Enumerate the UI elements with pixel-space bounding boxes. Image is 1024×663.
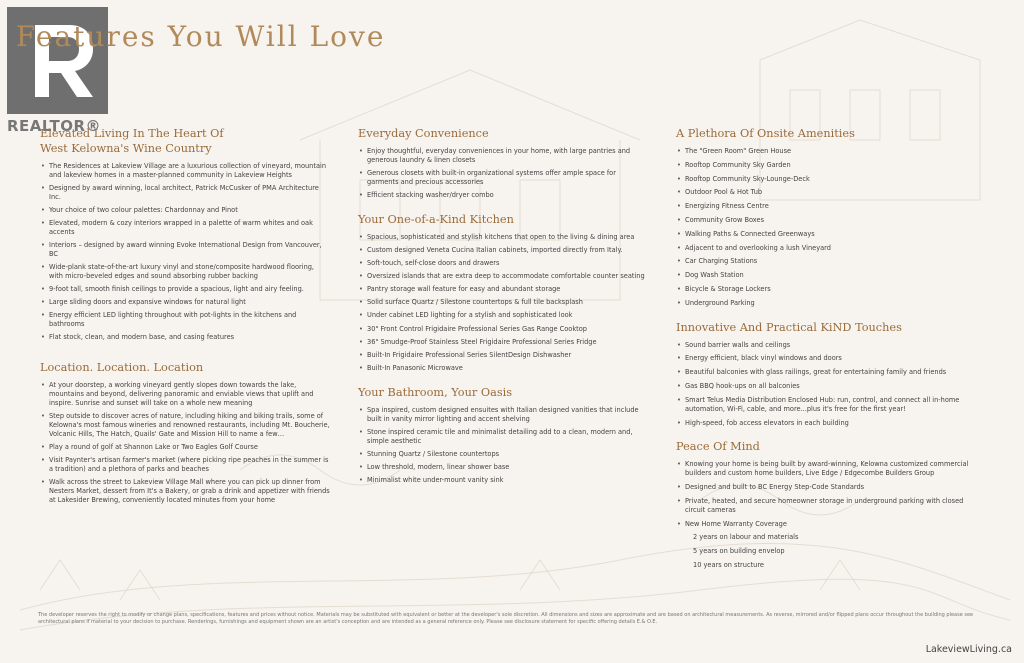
list-item: • Bicycle & Storage Lockers [685,285,976,294]
feature-list [358,147,648,200]
list-item: • The Residences at Lakeview Village are a luxurious collection of vineyard, mountain and lakeview homes in a master-planned community in Lakeview Heights [49,162,330,180]
warranty-item: 2 years on labour and materials [693,533,799,542]
list-item: • Smart Telus Media Distribution Enclosed Hub: run, control, and connect all in-home automation, Wi-Fi, cable, and more...plus it's free for the first year! [685,396,976,414]
list-item: • Visit Paynter's artisan farmer's market (where picking ripe peaches in the summer is a tradition) and a plethora of parks and beaches [49,456,330,474]
section-kind-touches [676,320,976,428]
warranty-item: 5 years on building envelop [693,547,785,556]
list-item: • Spacious, sophisticated and stylish kitchens that open to the living & dining area [367,233,648,242]
section-heading: Your Bathroom, Your Oasis [358,385,513,399]
list-item: • Walk across the street to Lakeview Village Mall where you can pick up dinner from Nesters Market, dessert from It's a Bakery, or grab a drink and appetizer with friends at Lakesider Brewing, conveniently located minutes from your home [49,478,330,505]
list-item: • Dog Wash Station [685,271,976,280]
list-item: • 9-foot tall, smooth finish ceilings to provide a spacious, light and airy feeling. [49,285,330,294]
page-title: Features You Will Love [16,20,386,53]
list-item: • Step outside to discover acres of nature, including hiking and biking trails, some of Kelowna's most famous wineries and renowned restaurants, including Mt. Boucherie, Volcanic Hills, The Hatch, Quails' Gate and Mission Hill to name a few… [49,412,330,439]
list-item: • Designed and built to BC Energy Step-Code Standards [685,483,976,492]
list-item: • Play a round of golf at Shannon Lake or Two Eagles Golf Course [49,443,330,452]
list-item: • Adjacent to and overlooking a lush Vineyard [685,244,976,253]
section-heading [40,126,330,156]
list-item: • Car Charging Stations [685,257,976,266]
list-item: • Oversized islands that are extra deep to accommodate comfortable counter seating [367,272,648,281]
list-item: • Flat stock, clean, and modern base, and casing features [49,333,330,342]
warranty-item: 10 years on structure [693,561,764,570]
list-item: • Efficient stacking washer/dryer combo [367,191,648,200]
section-peace-of-mind [676,439,976,570]
list-item: • Rooftop Community Sky-Lounge-Deck [685,175,976,184]
list-item: • The "Green Room" Green House [685,147,976,156]
list-item: • Knowing your home is being built by award-winning, Kelowna customized commercial builders and custom home builders, Live Edge / Edgecombe Builders Group [685,460,976,478]
list-item: • 30" Front Control Frigidaire Professional Series Gas Range Cooktop [367,325,648,334]
list-item: • Energy efficient, black vinyl windows and doors [685,354,976,363]
list-item: • Elevated, modern & cozy interiors wrapped in a palette of warm whites and oak accents [49,219,330,237]
feature-list [358,406,648,485]
list-item: • Energy efficient LED lighting throughout with pot-lights in the kitchens and bathrooms [49,311,330,329]
section-heading-line-1: Elevated Living In The Heart Of [40,127,224,140]
realtor-wordmark: REALTOR® [7,117,102,135]
list-item: • Enjoy thoughtful, everyday conveniences in your home, with large pantries and generous laundry & linen closets [367,147,648,165]
section-everyday-convenience [358,126,648,200]
list-item: • Custom designed Veneta Cucina Italian cabinets, imported directly from Italy. [367,246,648,255]
list-item: • Your choice of two colour palettes: Chardonnay and Pinot [49,206,330,215]
list-item: • Built-In Panasonic Microwave [367,364,648,373]
list-item: • Private, heated, and secure homeowner storage in underground parking with closed circuit cameras [685,497,976,515]
list-item: • Spa inspired, custom designed ensuites with Italian designed vanities that include built in vanity mirror lighting and accent shelving [367,406,648,424]
list-item: • Stone inspired ceramic tile and minimalist detailing add to a clean, modern and, simple aesthetic [367,428,648,446]
section-heading: Your One-of-a-Kind Kitchen [358,212,514,226]
list-item: • Rooftop Community Sky Garden [685,161,976,170]
list-item: • Stunning Quartz / Silestone countertops [367,450,648,459]
section-heading: Innovative And Practical KiND Touches [676,320,902,334]
list-item: • Interiors – designed by award winning Evoke International Design from Vancouver, BC [49,241,330,259]
legal-disclaimer: The developer reserves the right to modify or change plans, specifications, features and prices without notice. Materials may be substituted with equivalent or better at the developer's sole discretion. All dimensions and sizes are approximate and are based on architectural measurements. As reverse, mirrored and/or flipped plans occur throughout the building please see architectural plans if material to your decision to purchase. Renderings, furnishings and equipment shown are an artist's conception and are intended as a general reference only. Please see disclosure statement for specific offering details E.& O.E. [38,612,974,626]
section-amenities [676,126,976,308]
feature-list [676,147,976,308]
section-bathroom [358,385,648,485]
list-item: • Sound barrier walls and ceilings [685,341,976,350]
section-heading-line-2: West Kelowna's Wine Country [40,142,212,155]
website-link[interactable]: LakeviewLiving.ca [925,644,1012,655]
features-column-2 [358,126,648,497]
list-item: • Wide-plank state-of-the-art luxury vinyl and stone/composite hardwood flooring, with micro-beveled edges and sound absorbing rubber backing [49,263,330,281]
section-elevated-living [40,126,330,342]
feature-list [676,341,976,428]
features-column-1 [40,126,330,517]
list-item: • 36" Smudge-Proof Stainless Steel Frigidaire Professional Series Fridge [367,338,648,347]
feature-list [40,162,330,342]
list-item: • Solid surface Quartz / Silestone countertops & full tile backsplash [367,298,648,307]
list-item: • Walking Paths & Connected Greenways [685,230,976,239]
list-item: • Low threshold, modern, linear shower base [367,463,648,472]
list-item: • Large sliding doors and expansive windows for natural light [49,298,330,307]
list-item: • Underground Parking [685,299,976,308]
list-item: • Minimalist white under-mount vanity sink [367,476,648,485]
section-kitchen [358,212,648,373]
list-item: • Designed by award winning, local architect, Patrick McCusker of PMA Architecture Inc. [49,184,330,202]
list-item: • Under cabinet LED lighting for a stylish and sophisticated look [367,311,648,320]
list-item: • Soft-touch, self-close doors and drawers [367,259,648,268]
list-item: • Community Grow Boxes [685,216,976,225]
list-item: • Energizing Fitness Centre [685,202,976,211]
list-item: • High-speed, fob access elevators in each building [685,419,976,428]
section-heading: Location. Location. Location [40,361,204,375]
list-item: • Built-In Frigidaire Professional Series SilentDesign Dishwasher [367,351,648,360]
features-column-3 [676,126,976,582]
list-item: • Gas BBQ hook-ups on all balconies [685,382,976,391]
section-heading: Peace Of Mind [676,440,760,454]
section-heading: Everyday Convenience [358,127,489,140]
section-location [40,360,330,505]
list-item: • Generous closets with built-in organizational systems offer ample space for garments and precious accessories [367,169,648,187]
list-item: • Beautiful balconies with glass railings, great for entertaining family and friends [685,368,976,377]
feature-list [358,233,648,373]
list-item: • At your doorstep, a working vineyard gently slopes down towards the lake, mountains and beyond, delivering panoramic and enviable views that uplift and inspire. Sunrise and sunset will take on a whole new meaning [49,381,330,408]
list-item: • Outdoor Pool & Hot Tub [685,188,976,197]
section-heading: A Plethora Of Onsite Amenities [676,127,855,140]
feature-list [40,381,330,505]
list-item: • Pantry storage wall feature for easy and abundant storage [367,285,648,294]
list-item: • New Home Warranty Coverage [685,520,976,529]
feature-list [676,460,976,570]
